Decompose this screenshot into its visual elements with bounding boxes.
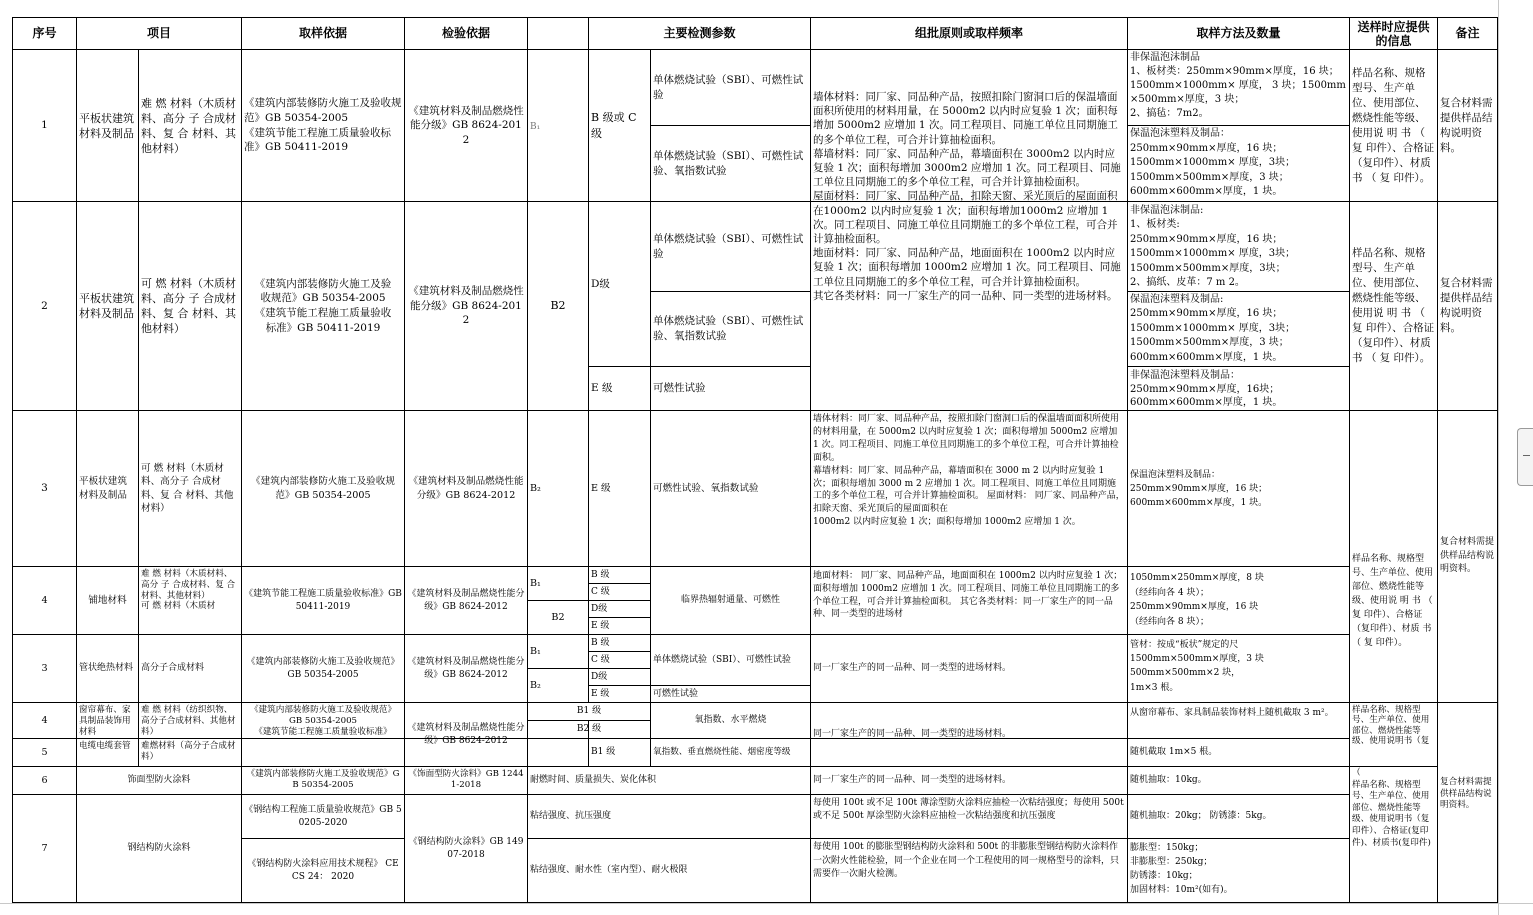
row9-sampling-basis-a: 《钢结构工程施工质量验收规范》GB 50205-2020 — [244, 805, 402, 828]
row7-param: 氧指数、垂直燃烧性能、烟密度等级 — [653, 747, 791, 758]
row3-method: 保温泡沫塑料及制品： 250mm×90mm×厚度，16 块； 600mm×600mm×厚度，1 块。 — [1130, 469, 1268, 508]
row9-method-a: 随机抽取：20kg； 防锈漆：5kg。 — [1130, 811, 1272, 822]
row2-method-a: 非保温泡沫制品: 1、板材类: 250mm×90mm×厚度，16 块； 1500mm×1000mm× 厚度，3块； 1500mm×500mm×厚度，3块； 2、搞纸、皮革：7 m 2。 — [1130, 205, 1296, 289]
row2-test-basis: 《建筑材料及制品燃烧性能分级》GB 8624-2012 — [408, 285, 524, 327]
row5-level-e: E 级 — [591, 688, 610, 699]
row6-param: 氧指数、水平燃烧 — [694, 715, 767, 726]
row6-batch-rule: 同一厂家生产的同一品种、同一类型的进场材料。 — [813, 729, 1012, 740]
row8-9-info: （ 样品名称、规格型号、生产单位、使用部位、燃烧性能等级、使用说明书（复印件）、合格证(复印件)、材质书(复印件) — [1352, 768, 1431, 848]
row7-method: 随机截取 1m×5 根。 — [1130, 747, 1218, 758]
row1-param-b: 单体燃烧试验（SBI）、可燃性试验、氧指数试验 — [653, 149, 804, 177]
row5-param-b: 可燃性试验 — [653, 688, 699, 699]
row6-sampling-basis: 《建筑内部装修防火施工及验收规范》 GB 50354-2005 《建筑节能工程施工质量验收标准》 — [249, 705, 397, 738]
row2-remark: 复合材料需提供样品结构说明资料。 — [1440, 277, 1493, 334]
row4-no: 4 — [41, 594, 48, 606]
header-test-basis: 检验依据 — [441, 26, 490, 41]
header-no: 序号 — [32, 26, 57, 41]
row2-param-e: 可燃性试验 — [653, 382, 706, 395]
row8-method: 随机抽取：10kg。 — [1130, 775, 1207, 786]
row4-grade-b1: B₁ — [530, 577, 541, 589]
row2-level-d: D级 — [591, 277, 610, 290]
row2-param-b: 单体燃烧试验（SBI）、可燃性试验、氧指数试验 — [653, 315, 804, 342]
row3-sampling-basis: 《建筑内部装修防火施工及验收规范》GB 50354-2005 — [251, 476, 395, 501]
row3-5-info: 样品名称、规格型号、生产单位、使用部位、燃烧性能等级、使用说 明 书 （ 复 印件）、合格证（复印件）、材质 书 （ 复 印件）。 — [1352, 554, 1434, 648]
row8-9-remark: 复合材料需提供样品结构说明资料。 — [1440, 777, 1492, 811]
row8-category: 饰面型防火涂料 — [127, 775, 191, 786]
row6-level-b2: B2 级 — [576, 724, 602, 735]
header-remark: 备注 — [1455, 26, 1480, 41]
row5-param-a: 单体燃烧试验（SBI）、可燃性试验 — [653, 654, 791, 665]
row5-level-b: B 级 — [591, 637, 610, 648]
row5-grade-b2: B₂ — [530, 679, 541, 691]
row3-category: 平板状建筑材料及制品 — [79, 476, 127, 501]
row6-material: 难 燃 材料（纺织织物、高分子合成材料、其他材料） — [141, 705, 236, 737]
row2-param-a: 单体燃烧试验（SBI）、可燃性试验 — [653, 232, 804, 260]
row1-2-batch-rule: 墙体材料：同厂家、同品种产品，按照扣除门窗洞口后的保温墙面面积所使用的材料用量，在 5000m2 以内时应复验 1 次；面积每增加 5000m2 应增加 1 次。同工程项目、同施工单位且同期施工的多个单位工程，可合并计算抽检面积。 幕墙材料：同厂家、同品种产品，幕墙面积在 3000m2 以内时应复验 1 次；面积每增加 3000m2 应增加 1 次。同工程项目、同施工单位且同期施工的多个单位工程，可合并计算抽检面积。 屋面材料：同厂家、同品种产品，扣除天窗、采光顶后的屋面面积在1000m2 以内时应复验 1 次；面积每增加1000m2 应增加 1 次。同工程项目、同施工单位且同期施工的多个单位工程，可合并计算抽检面积。 地面材料：同厂家、同品种产品，地面面积在 1000m2 以内时应复验 1 次；面积每增加 1000m2 应增加 1 次。同工程项目、同施工单位且同期施工的多个单位工程，可合并计算抽检面积。 其它各类材料：同一厂家生产的同一品种、同一类型的进场材料。 — [813, 91, 1121, 302]
row2-method-c: 非保温泡沫塑料及制品： 250mm×90mm×厚度，16块； 600mm×600mm×厚度，1 块。 — [1130, 370, 1283, 409]
row7-level-b1: B1 级 — [591, 747, 616, 758]
row9-sampling-basis-b: 《钢结构防火涂料应用技术规程》 CECS 24： 2020 — [247, 859, 399, 882]
row9-batch-a: 每使用 100t 或不足 100t 薄涂型防火涂料应抽检一次粘结强度；每使用 500t 或不足 500t 厚涂型防火涂料应抽检一次粘结强度和抗压强度 — [813, 798, 1124, 821]
row4-param: 临界热辐射通量、可燃性 — [680, 595, 780, 606]
row3-no: 3 — [41, 482, 48, 495]
row4-level-c: C 级 — [591, 586, 610, 597]
row6-method: 从窗帘幕布、家具制品装饰材料上随机截取 3 m²。 — [1130, 708, 1334, 718]
header-sampling-basis: 取样依据 — [298, 26, 347, 41]
row1-info: 样品名称、规格型号、生产单位、使用部位、燃烧性能等级、使用说 明 书 （ 复 印件）、合格证（复印件）、材质 书 （ 复 印件）。 — [1352, 66, 1435, 184]
row7-material: 难燃材料（高分子合成材料） — [141, 741, 236, 762]
row4-sampling-basis: 《建筑节能工程施工质量验收标准》GB 50411-2019 — [244, 589, 402, 612]
row4-level-d: D级 — [591, 603, 608, 614]
header-batch-rule: 组批原则或取样频率 — [914, 26, 1023, 41]
row8-param: 耐燃时间、质量损失、炭化体积 — [530, 775, 657, 786]
row4-method: 1050mm×250mm×厚度，8 块 （经纬向各 4 块）； 250mm×90mm×厚度，16 块 （经纬向各 8 块）； — [1130, 573, 1264, 627]
row8-no: 6 — [41, 774, 48, 786]
row3-batch-rule: 墙体材料：同厂家、同品种产品，按照扣除门窗洞口后的保温墙面面积所使用的材料用量，在 5000m2 以内时应复验 1 次；面积每增加 5000m2 应增加 1 次。同工程项目、同施工单位且同期施工的多个单位工程，可合并计算抽检面积。 幕墙材料：同厂家、同品种产品，幕墙面积在 3000 m 2 以内时应复验 1 次；面积每增加 3000 m 2 应增加 1 次。同工程项目、同施工单位且同期施工的多个单位工程，可合并计算抽检面积。 屋面材料： 同厂家、同品种产品，扣除天窗、采光顶后的屋面面积在 1000m2 以内时应复验 1 次；面积每增加 1000m2 应增加 1 次。 — [813, 414, 1125, 528]
header-item: 项目 — [146, 26, 171, 41]
row9-param-b: 粘结强度、耐水性（室内型）、耐火极限 — [530, 865, 688, 876]
row1-material: 难 燃 材料（木质材料、高分 子 合成材料、复 合 材料、其他材料） — [141, 96, 236, 155]
row1-sampling-basis: 《建筑内部装修防火施工及验收规范》GB 50354-2005 《建筑节能工程施工质量验收标准》GB 50411-2019 — [244, 97, 402, 154]
row6-category: 窗帘幕布、家具制品装饰用材料 — [79, 705, 131, 737]
row2-material: 可 燃 材料（木质材料、高分 子 合成材料、复 合 材料、其他材料） — [141, 277, 236, 335]
row5-no: 3 — [41, 662, 48, 674]
row1-grade: B₁ — [530, 122, 541, 132]
row4-level-e: E 级 — [591, 620, 610, 631]
row5-method: 管材：按成“板状”规定的尺 1500mm×500mm×厚度，3 块 500mm×500mm×2 块， 1m×3 根。 — [1130, 640, 1264, 693]
row3-5-remark: 复合材料需提供样品结构说明资料。 — [1440, 537, 1495, 575]
row3-material: 可 燃 材料（木质材料、高分子 合成材料、复 合 材料、其他材料） — [141, 462, 234, 514]
row1-method-a: 非保温泡沫制品 1、板材类：250mm×90mm×厚度，16 块； 1500mm×1000mm× 厚度， 3 块；1500mm×500mm×厚度，3 块； 2、搞毡：7m2。 — [1130, 52, 1346, 119]
row7-no: 5 — [41, 746, 48, 758]
row6-level-b1: B1 级 — [576, 706, 602, 717]
row2-info: 样品名称、规格型号、生产单位、使用部位、燃烧性能等级、使用说 明 书 （ 复 印件）、合格证（复印件）、材质 书 （ 复 印件）。 — [1352, 247, 1435, 364]
row2-sampling-basis: 《建筑内部装修防火施工及验 收规范》GB 50354-2005 《建筑节能工程施工质量验收 标准》GB 50411-2019 — [254, 277, 392, 334]
row8-test-basis: 《饰面型防火涂料》GB 12441-2018 — [408, 769, 524, 791]
row1-remark: 复合材料需提供样品结构说明资料。 — [1440, 96, 1493, 154]
row4-material: 难 燃 材料（木质材料、高分 子 合成材料、复 合 材料、其他材料） 可 燃 材料（木质材 — [141, 569, 236, 612]
row5-batch-rule: 同一厂家生产的同一品种、同一类型的进场材料。 — [813, 663, 1012, 674]
row3-param: 可燃性试验、氧指数试验 — [653, 482, 759, 494]
row2-method-b: 保温泡沫塑料及制品: 250mm×90mm×厚度，16 块； 1500mm×1000mm× 厚度，3块； 1500mm×500mm×厚度，3 块； 600mm×600mm×厚度，1 块。 — [1130, 294, 1296, 363]
row8-sampling-basis: 《建筑内部装修防火施工及验收规范》GB 50354-2005 — [246, 769, 400, 791]
row4-test-basis: 《建筑材料及制品燃烧性能分级》GB 8624-2012 — [407, 589, 525, 612]
row3-grade: B₂ — [530, 482, 541, 494]
row4-category: 铺地材料 — [88, 594, 127, 606]
row6-test-basis: 《建筑材料及制品燃烧性能分级》GB 8624-2012 — [407, 723, 525, 746]
row2-level-e: E 级 — [591, 382, 613, 395]
header-main-params: 主要检测参数 — [663, 26, 736, 41]
row9-method-b: 膨胀型：150kg； 非膨胀型：250kg； 防锈漆：10kg； 加固材料：10m²(如有)。 — [1130, 843, 1233, 895]
side-scroll-handle[interactable] — [1517, 428, 1533, 486]
row5-sampling-basis: 《建筑内部装修防火施工及验收规范》GB 50354-2005 — [246, 657, 400, 680]
row1-method-b: 保温泡沫塑料及制品： 250mm×90mm×厚度，16 块； 1500mm×1000mm× 厚度，3块； 1500mm×500mm×厚度，3 块； 600mm×600mm×厚度，1 块。 — [1130, 128, 1296, 198]
row1-test-basis: 《建筑材料及制品燃烧性能分级》GB 8624-2012 — [408, 104, 524, 146]
row7-category: 电缆电缆套管 — [79, 741, 131, 751]
row2-no: 2 — [41, 299, 48, 312]
row1-param-a: 单体燃烧试验（SBI）、可燃性试验 — [653, 73, 804, 101]
row5-level-c: C 级 — [591, 654, 610, 665]
row2-category: 平板状建筑材料及制品 — [79, 292, 134, 320]
row3-test-basis: 《建筑材料及制品燃烧性能分级》GB 8624-2012 — [408, 476, 524, 501]
row4-grade-b2: B2 — [551, 611, 565, 623]
row4-batch-rule: 地面材料： 同厂家、同品种产品，地面面积在 1000m2 以内时应复验 1 次；面积每增加 1000m2 应增加 1 次。同工程项目、同施工单位且同期施工的多个单位工程，可合并计算抽检面积。 其它各类材料：同一厂家生产的同一品种、同一类型的进场材 — [813, 571, 1123, 620]
row5-material: 高分子合成材料 — [141, 663, 205, 674]
row5-level-d: D级 — [591, 671, 608, 682]
row9-category: 钢结构防火涂料 — [127, 843, 191, 854]
row2-grade: B2 — [550, 298, 566, 312]
row5-test-basis: 《建筑材料及制品燃烧性能分级》GB 8624-2012 — [407, 657, 525, 680]
row3-level: E 级 — [591, 482, 611, 494]
header-info: 送样时应提供的信息 — [1357, 19, 1430, 48]
row6-no: 4 — [41, 714, 48, 726]
row5-category: 管状绝热材料 — [79, 663, 134, 674]
row9-param-a: 粘结强度、抗压强度 — [530, 811, 612, 822]
scroll-handle-grip-icon — [1523, 455, 1530, 456]
row8-batch-rule: 同一厂家生产的同一品种、同一类型的进场材料。 — [813, 775, 1012, 786]
row5-grade-b1: B₁ — [530, 645, 541, 657]
header-method-qty: 取样方法及数量 — [1196, 26, 1281, 41]
row4-level-b: B 级 — [591, 569, 610, 580]
row9-batch-b: 每使用 100t 的膨胀型钢结构防火涂料和 500t 的非膨胀型钢结构防火涂料作一次附火性能检验，同一个企业在同一个工程使用的同一规格型号的涂料，只需要作一次耐火检测。 — [813, 842, 1120, 880]
row9-no: 7 — [41, 842, 48, 854]
row9-test-basis: 《钢结构防火涂料》GB 14907-2018 — [408, 837, 524, 860]
row1-no: 1 — [41, 119, 48, 132]
row1-category: 平板状建筑材料及制品 — [79, 111, 134, 140]
row6-7-info: 样品名称、规格型号、生产单位、使用部位、燃烧性能等级、使用说明书（复 — [1352, 705, 1430, 747]
row1-level: B 级或 C 级 — [591, 110, 637, 140]
